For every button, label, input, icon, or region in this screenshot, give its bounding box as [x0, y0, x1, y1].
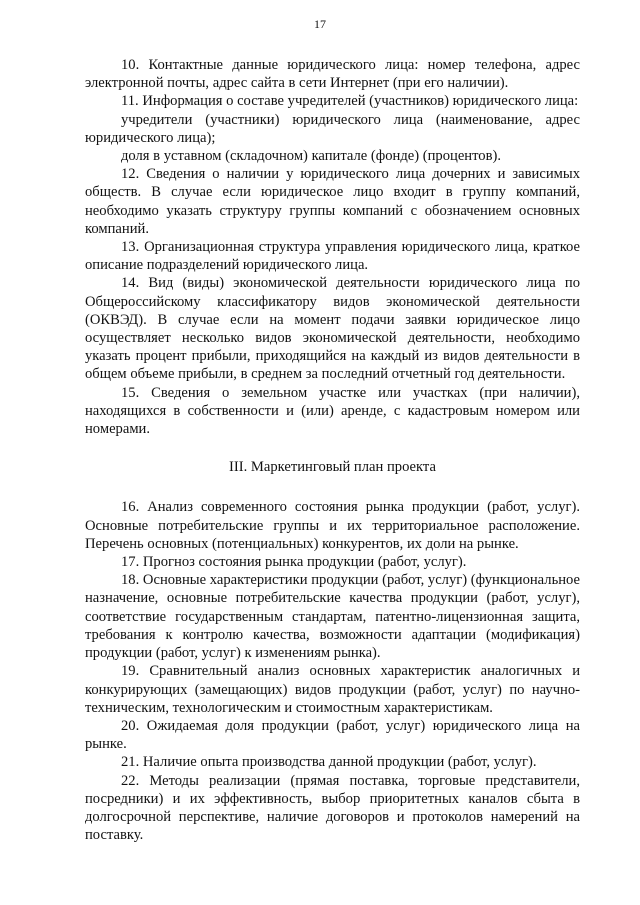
- paragraph-20: 20. Ожидаемая доля продукции (работ, услуг) юридического лица на рынке.: [85, 717, 580, 753]
- paragraph-12: 12. Сведения о наличии у юридического лица дочерних и зависимых обществ. В случае если юридическое лицо входит в группу компаний, необходимо указать структуру группы компаний с обозначением основных компаний.: [85, 166, 580, 237]
- paragraph-11-founders: учредители (участники) юридического лица (наименование, адрес юридического лица);: [85, 111, 580, 146]
- paragraph-11: 11. Информация о составе учредителей (участников) юридического лица:: [121, 93, 579, 110]
- document-body: [85, 56, 580, 844]
- paragraph-19: 19. Сравнительный анализ основных характеристик аналогичных и конкурирующих (замещающих) видов продукции (работ, услуг) по научно-техническим, технологическим и стоимостным характеристикам.: [85, 663, 580, 716]
- paragraph-10: 10. Контактные данные юридического лица: номер телефона, адрес электронной почты, адрес сайта в сети Интернет (при его наличии).: [85, 57, 580, 92]
- paragraph-21: 21. Наличие опыта производства данной продукции (работ, услуг).: [121, 754, 537, 771]
- paragraph-17: 17. Прогноз состояния рынка продукции (работ, услуг).: [121, 554, 467, 571]
- paragraph-13: 13. Организационная структура управления юридического лица, краткое описание подразделений юридического лица.: [85, 239, 580, 274]
- paragraph-11-share: доля в уставном (складочном) капитале (фонде) (процентов).: [121, 148, 501, 165]
- paragraph-16: 16. Анализ современного состояния рынка продукции (работ, услуг). Основные потребительские группы и их территориальное расположение. Перечень основных (потенциальных) конкурентов, их доли на рынке.: [85, 499, 580, 552]
- paragraph-14: 14. Вид (виды) экономической деятельности юридического лица по Общероссийскому классификатору видов экономической деятельности (ОКВЭД). В случае если на момент подачи заявки юридическое лицо осуществляет несколько видов экономической деятельности, необходимо указать процент прибыли, приходящийся на каждый из видов деятельности в общем объеме прибыли, в среднем за последний отчетный год деятельности.: [85, 275, 580, 383]
- page-number: 17: [314, 17, 326, 31]
- section-heading: III. Маркетинговый план проекта: [229, 459, 436, 476]
- paragraph-18: 18. Основные характеристики продукции (работ, услуг) (функциональное назначение, основные потребительские качества продукции (работ, услуг), соответствие государственным стандартам, патентно-лицензионная защита, требования к контролю качества, возможности адаптации (модификация) продукции (работ, услуг) к изменениям рынка).: [85, 572, 580, 662]
- paragraph-15: 15. Сведения о земельном участке или участках (при наличии), находящихся в собственности и (или) аренде, с кадастровым номером или номерами.: [85, 384, 580, 438]
- paragraph-22: 22. Методы реализации (прямая поставка, торговые представители, посредники) и их эффективность, выбор приоритетных каналов сбыта в долгосрочной перспективе, наличие договоров и протоколов намерений на поставку.: [85, 772, 580, 844]
